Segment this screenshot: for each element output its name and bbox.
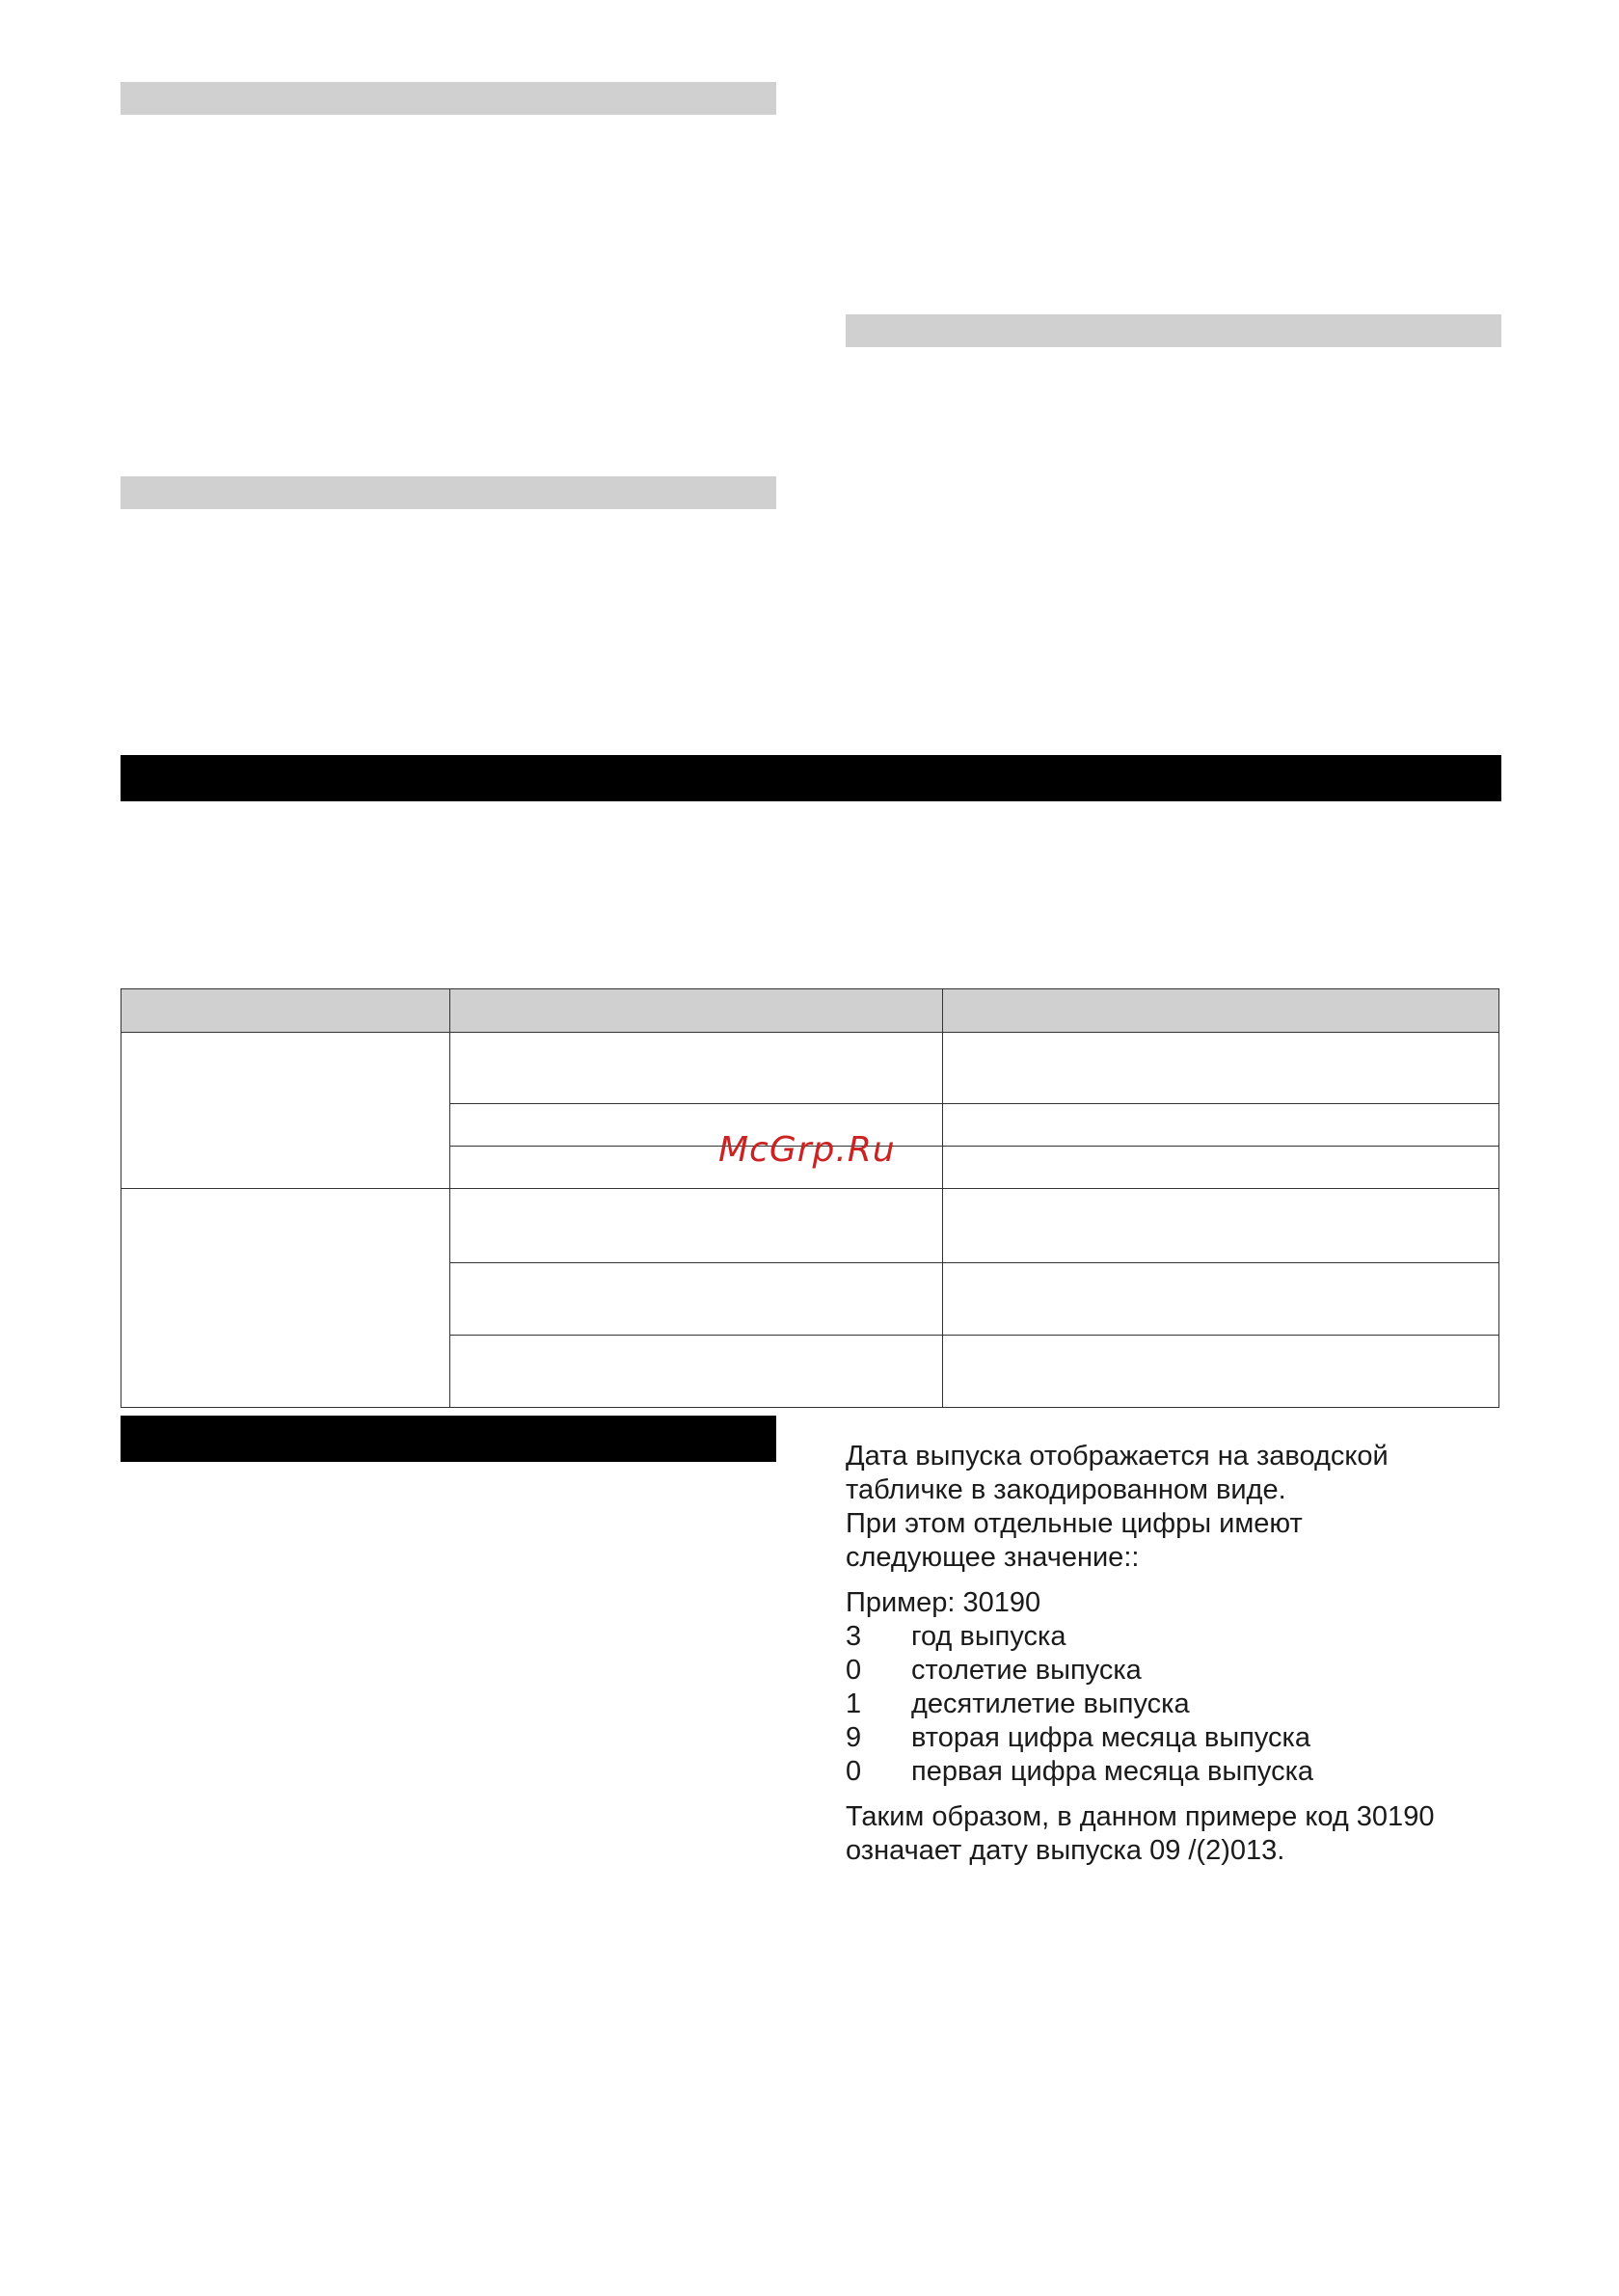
code-row bbox=[846, 1654, 1434, 1688]
code-meaning: вторая цифра месяца выпуска bbox=[911, 1722, 1311, 1753]
table-row-divider bbox=[449, 1103, 1498, 1104]
table-row-divider bbox=[449, 1262, 1498, 1263]
conclusion-line: Таким образом, в данном примере код 30190 bbox=[846, 1801, 1435, 1832]
code-meaning: столетие выпуска bbox=[911, 1655, 1142, 1686]
conclusion-line: означает дату выпуска 09 /(2)013. bbox=[846, 1835, 1285, 1866]
table-header-row bbox=[121, 989, 1498, 1033]
code-digit: 3 bbox=[846, 1621, 862, 1652]
table-group-divider bbox=[121, 1188, 1498, 1189]
code-digit: 0 bbox=[846, 1756, 862, 1787]
code-digit: 1 bbox=[846, 1688, 862, 1719]
intro-line: Дата выпуска отображается на заводской bbox=[846, 1441, 1389, 1472]
section-header-bar-3 bbox=[121, 476, 776, 509]
code-digit: 0 bbox=[846, 1655, 862, 1686]
section-header-bar-2 bbox=[846, 314, 1501, 347]
table-row-divider bbox=[449, 1335, 1498, 1336]
code-row bbox=[846, 1620, 1434, 1654]
intro-line: следующее значение:: bbox=[846, 1542, 1140, 1573]
code-meaning: год выпуска bbox=[911, 1621, 1066, 1652]
code-row bbox=[846, 1755, 1434, 1789]
manufacture-date-info bbox=[846, 1440, 1434, 1868]
code-digit: 9 bbox=[846, 1722, 862, 1753]
chapter-header-bar bbox=[121, 755, 1501, 801]
troubleshooting-table bbox=[121, 988, 1499, 1408]
table-row-divider bbox=[449, 1146, 1498, 1147]
table-col-divider-2 bbox=[942, 989, 943, 1407]
example-label: Пример: 30190 bbox=[846, 1587, 1041, 1618]
table-col-divider-1 bbox=[449, 989, 450, 1407]
code-row bbox=[846, 1688, 1434, 1721]
intro-line: При этом отдельные цифры имеют bbox=[846, 1508, 1303, 1539]
intro-line: табличке в закодированном виде. bbox=[846, 1474, 1286, 1505]
code-row bbox=[846, 1721, 1434, 1755]
code-meaning: десятилетие выпуска bbox=[911, 1688, 1190, 1719]
code-meaning: первая цифра месяца выпуска bbox=[911, 1756, 1314, 1787]
section-header-bar-1 bbox=[121, 82, 776, 115]
section-header-bar-black bbox=[121, 1416, 776, 1462]
watermark-text: McGrp.Ru bbox=[718, 1130, 896, 1170]
